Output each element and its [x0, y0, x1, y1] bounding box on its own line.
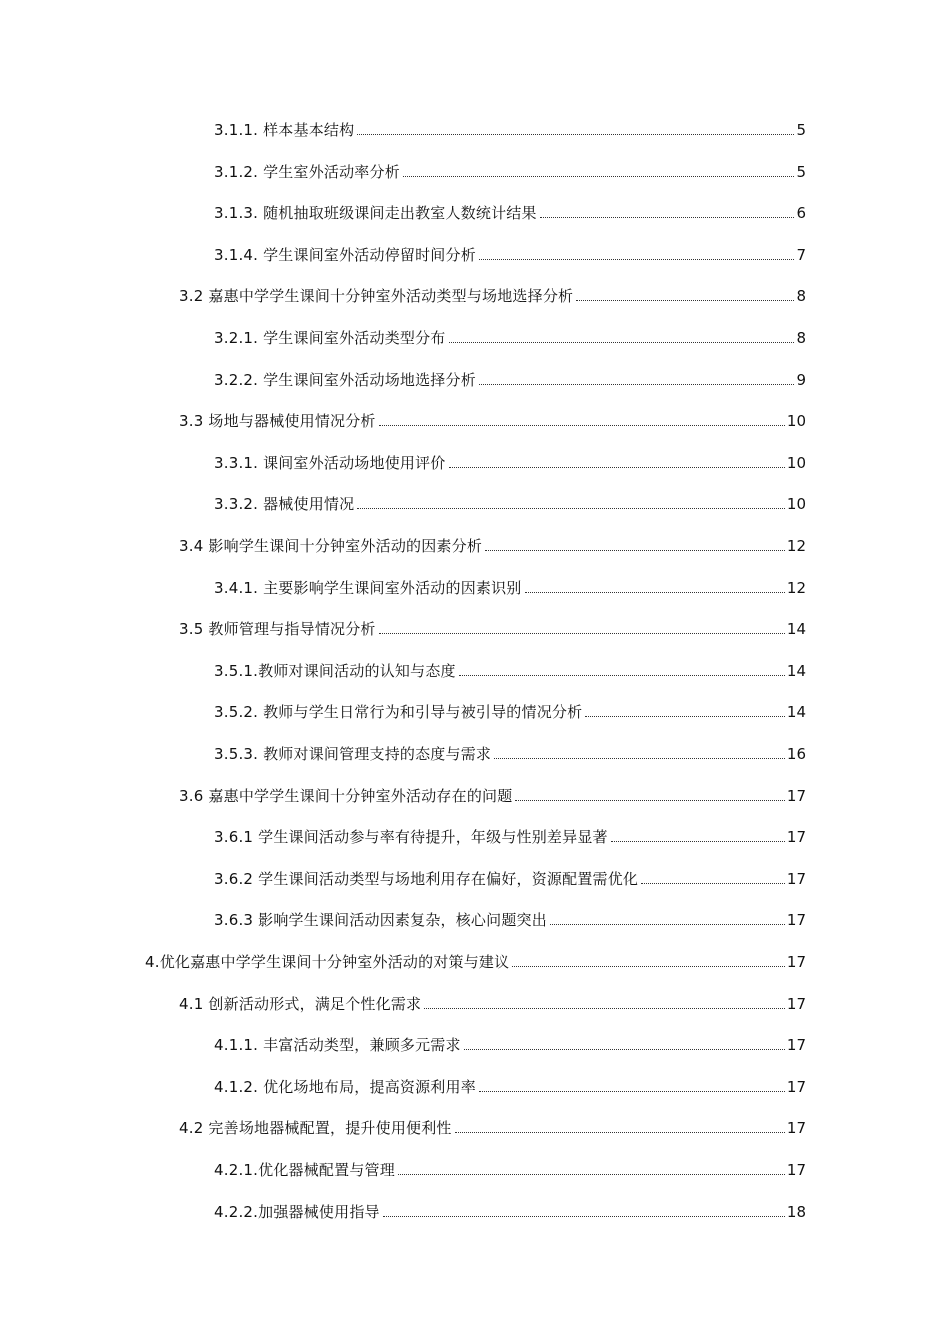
toc-entry-title: 3.4 影响学生课间十分钟室外活动的因素分析 — [179, 537, 483, 555]
toc-entry-page-number: 8 — [796, 329, 806, 347]
toc-entry[interactable] — [214, 490, 806, 514]
toc-entry-title: 3.2.1. 学生课间室外活动类型分布 — [214, 329, 446, 347]
toc-entry[interactable] — [214, 366, 806, 390]
toc-entry-title: 4.优化嘉惠中学学生课间十分钟室外活动的对策与建议 — [145, 953, 510, 971]
toc-entry-page-number: 7 — [796, 245, 806, 264]
toc-dot-leader — [540, 217, 795, 218]
toc-entry-page-number: 14 — [786, 703, 806, 722]
toc-entry-title: 3.4.1. 主要影响学生课间室外活动的因素识别 — [214, 578, 522, 597]
toc-dot-leader — [641, 883, 785, 884]
toc-entry[interactable] — [214, 657, 806, 681]
toc-entry-page-number: 10 — [786, 412, 806, 431]
toc-entry[interactable] — [179, 1114, 806, 1138]
toc-dot-leader — [479, 384, 795, 385]
toc-entry-page-number: 14 — [786, 620, 806, 639]
toc-entry-page-number: 17 — [786, 828, 806, 847]
toc-dot-leader — [550, 924, 785, 925]
toc-entry-title: 4.1.2. 优化场地布局，提高资源利用率 — [214, 1077, 476, 1096]
toc-entry-page-number: 10 — [786, 453, 806, 472]
toc-entry-title: 4.1 创新活动形式，满足个性化需求 — [179, 994, 422, 1013]
toc-entry-page-number: 5 — [796, 121, 806, 139]
toc-dot-leader — [525, 592, 785, 593]
toc-entry-page-number: 17 — [786, 786, 806, 805]
toc-entry[interactable] — [214, 158, 806, 182]
toc-dot-leader — [485, 550, 785, 551]
toc-entry[interactable] — [214, 906, 806, 930]
toc-entry-title: 4.2.1.优化器械配置与管理 — [214, 1161, 395, 1179]
toc-entry[interactable] — [179, 782, 806, 806]
toc-entry[interactable] — [214, 574, 806, 598]
toc-entry[interactable] — [179, 615, 806, 639]
toc-dot-leader — [398, 1174, 785, 1175]
toc-entry[interactable] — [214, 1156, 806, 1180]
toc-entry-page-number: 17 — [786, 869, 806, 888]
toc-entry-title: 3.1.3. 随机抽取班级课间走出教室人数统计结果 — [214, 204, 537, 223]
toc-entry[interactable] — [179, 407, 806, 431]
toc-entry-title: 3.6.2 学生课间活动类型与场地利用存在偏好，资源配置需优化 — [214, 869, 639, 888]
toc-entry-title: 4.1.1. 丰富活动类型，兼顾多元需求 — [214, 1036, 461, 1055]
toc-entry[interactable] — [145, 948, 806, 972]
toc-entry-page-number: 8 — [796, 287, 806, 306]
toc-entry-page-number: 17 — [786, 1161, 806, 1179]
toc-entry-title: 3.6.3 影响学生课间活动因素复杂，核心问题突出 — [214, 911, 547, 930]
toc-entry-title: 4.2.2.加强器械使用指导 — [214, 1202, 380, 1221]
toc-dot-leader — [379, 425, 785, 426]
toc-dot-leader — [494, 758, 785, 759]
toc-entry-page-number: 16 — [786, 745, 806, 763]
toc-entry-page-number: 17 — [786, 994, 806, 1013]
toc-entry-title: 3.3.2. 器械使用情况 — [214, 495, 355, 514]
toc-entry[interactable] — [179, 532, 806, 556]
toc-entry-title: 3.6.1 学生课间活动参与率有待提升，年级与性别差异显著 — [214, 828, 608, 847]
toc-entry-title: 3.2 嘉惠中学学生课间十分钟室外活动类型与场地选择分析 — [179, 287, 574, 306]
toc-dot-leader — [455, 1132, 785, 1133]
toc-entry-page-number: 10 — [786, 495, 806, 514]
toc-entry-title: 3.5.3. 教师对课间管理支持的态度与需求 — [214, 745, 492, 763]
toc-dot-leader — [576, 300, 794, 301]
toc-entry[interactable] — [214, 740, 806, 764]
toc-entry[interactable] — [214, 1073, 806, 1097]
toc-dot-leader — [611, 841, 785, 842]
toc-entry-page-number: 12 — [786, 578, 806, 597]
toc-entry-title: 3.3.1. 课间室外活动场地使用评价 — [214, 453, 446, 472]
toc-dot-leader — [383, 1216, 785, 1217]
toc-entry[interactable] — [214, 116, 806, 140]
toc-entry-page-number: 12 — [786, 537, 806, 555]
toc-entry-page-number: 6 — [796, 204, 806, 223]
toc-dot-leader — [449, 342, 795, 343]
toc-dot-leader — [357, 134, 794, 135]
toc-entry-page-number: 17 — [786, 1119, 806, 1138]
toc-entry-title: 3.6 嘉惠中学学生课间十分钟室外活动存在的问题 — [179, 786, 513, 805]
toc-entry-title: 3.1.2. 学生室外活动率分析 — [214, 162, 400, 181]
toc-entry-page-number: 17 — [786, 1036, 806, 1055]
toc-entry-page-number: 9 — [796, 370, 806, 389]
toc-entry-title: 3.1.1. 样本基本结构 — [214, 121, 355, 139]
toc-dot-leader — [479, 1091, 785, 1092]
toc-entry-title: 3.5.1.教师对课间活动的认知与态度 — [214, 661, 456, 680]
toc-dot-leader — [515, 800, 784, 801]
toc-entry[interactable] — [214, 865, 806, 889]
toc-entry-title: 3.2.2. 学生课间室外活动场地选择分析 — [214, 370, 476, 389]
toc-entry[interactable] — [214, 324, 806, 348]
toc-entry-page-number: 17 — [786, 911, 806, 930]
toc-entry[interactable] — [214, 199, 806, 223]
toc-entry-page-number: 5 — [796, 162, 806, 181]
toc-entry[interactable] — [179, 990, 806, 1014]
toc-entry[interactable] — [214, 449, 806, 473]
toc-entry-page-number: 17 — [786, 1077, 806, 1096]
toc-entry[interactable] — [214, 1198, 806, 1222]
toc-dot-leader — [357, 508, 785, 509]
toc-dot-leader — [464, 1049, 785, 1050]
toc-dot-leader — [403, 176, 795, 177]
toc-entry-title: 3.5 教师管理与指导情况分析 — [179, 620, 376, 639]
toc-dot-leader — [479, 259, 795, 260]
toc-dot-leader — [512, 966, 785, 967]
toc-dot-leader — [379, 633, 785, 634]
toc-entry[interactable] — [214, 1031, 806, 1055]
toc-entry[interactable] — [214, 241, 806, 265]
toc-entry[interactable] — [214, 698, 806, 722]
toc-entry-page-number: 17 — [786, 953, 806, 971]
toc-entry-page-number: 18 — [786, 1202, 806, 1221]
toc-dot-leader — [424, 1008, 785, 1009]
toc-entry-title: 4.2 完善场地器械配置，提升使用便利性 — [179, 1119, 452, 1138]
toc-entry-page-number: 14 — [786, 661, 806, 680]
toc-dot-leader — [459, 675, 785, 676]
toc-entry[interactable] — [214, 823, 806, 847]
toc-entry-title: 3.1.4. 学生课间室外活动停留时间分析 — [214, 245, 476, 264]
toc-entry-title: 3.5.2. 教师与学生日常行为和引导与被引导的情况分析 — [214, 703, 583, 722]
toc-dot-leader — [585, 716, 785, 717]
toc-entry[interactable] — [179, 282, 806, 306]
toc-entry-title: 3.3 场地与器械使用情况分析 — [179, 412, 376, 431]
toc-dot-leader — [449, 467, 785, 468]
